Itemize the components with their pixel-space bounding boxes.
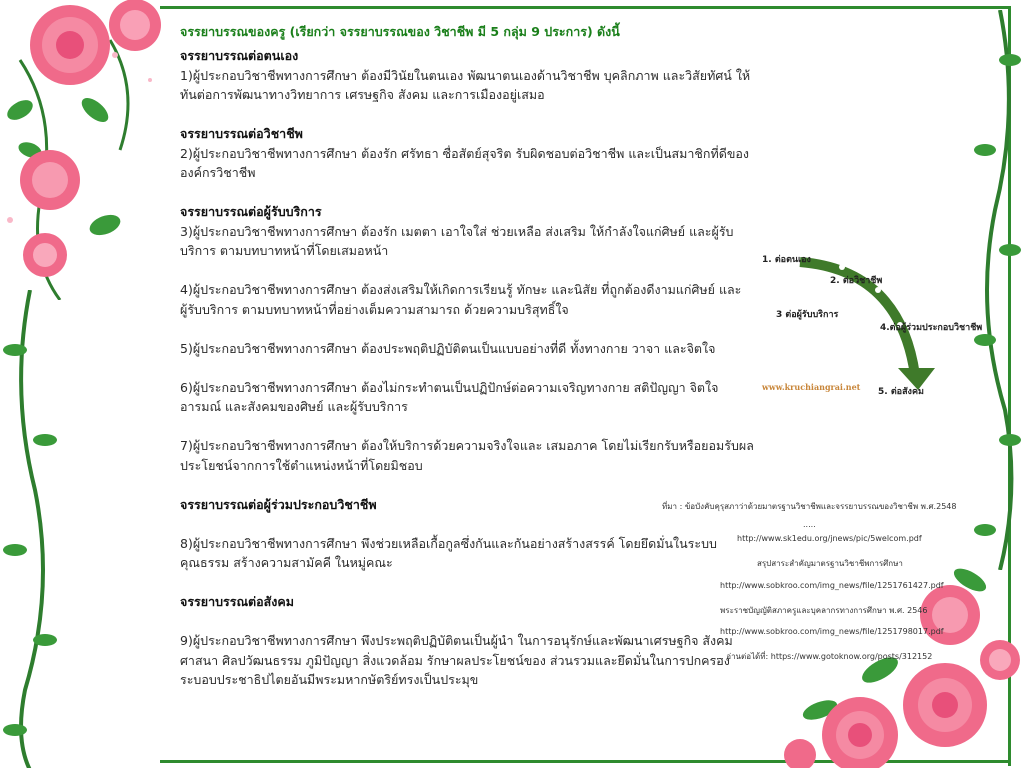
item-5: 5)ผู้ประกอบวิชาชีพทางการศึกษา ต้องประพฤติปฏิบัติตนเป็นแบบอย่างที่ดี ทั้งทางกาย วาจา และจิตใจ — [180, 340, 716, 356]
source-2: ..... — [803, 520, 816, 529]
rose-cluster-top-left-icon — [0, 0, 170, 300]
section-heading-colleagues: จรรยาบรรณต่อผู้ร่วมประกอบวิชาชีพ — [180, 496, 377, 512]
slide-title: จรรยาบรรณของครู (เรียกว่า จรรยาบรรณของ วิชาชีพ มี 5 กลุ่ม 9 ประการ) ดังนี้ — [180, 24, 620, 39]
section-heading-society: จรรยาบรรณต่อสังคม — [180, 594, 295, 609]
frame-top-border — [160, 6, 1010, 9]
vine-left-icon — [0, 290, 60, 768]
diagram-label-1: 1. ต่อตนเอง — [762, 255, 811, 265]
content-body — [180, 46, 760, 690]
item-6: 6)ผู้ประกอบวิชาชีพทางการศึกษา ต้องไม่กระทำตนเป็นปฏิปักษ์ต่อความเจริญทางกาย สติปัญญา จิตใจ อารมณ์ และสังคมของศิษย์ และผู้รับบริการ — [180, 379, 719, 414]
source-link-3[interactable]: http://www.sobkroo.com/img_news/file/1251798017.pdf — [720, 627, 944, 636]
diagram-label-4: 4.ต่อผู้ร่วมประกอบวิชาชีพ — [880, 323, 983, 333]
section-heading-self: จรรยาบรรณต่อตนเอง — [180, 48, 299, 63]
section-heading-service-recipients: จรรยาบรรณต่อผู้รับบริการ — [180, 204, 322, 219]
item-3: 3)ผู้ประกอบวิชาชีพทางการศึกษา ต้องรัก เมตตา เอาใจใส่ ช่วยเหลือ ส่งเสริม ให้กำลังใจแก่ศิษย์ และผู้รับบริการ ตามบทบาทหน้าที่โดยเสมอหน้า — [180, 223, 734, 258]
diagram-label-2: 2. ต่อวิชาชีพ — [830, 276, 883, 286]
section-heading-profession: จรรยาบรรณต่อวิชาชีพ — [180, 126, 303, 141]
item-8: 8)ผู้ประกอบวิชาชีพทางการศึกษา พึงช่วยเหลือเกื้อกูลซึ่งกันและกันอย่างสร้างสรรค์ โดยยึดมั่นในระบบคุณธรรม สร้างความสามัคคี ในหมู่คณะ — [180, 535, 717, 570]
item-2: 2)ผู้ประกอบวิชาชีพทางการศึกษา ต้องรัก ศรัทธา ซื่อสัตย์สุจริต รับผิดชอบต่อวิชาชีพ และเป็นสมาชิกที่ดีขององค์กรวิชาชีพ — [180, 145, 749, 180]
source-1: ที่มา : ข้อบังคับคุรุสภาว่าด้วยมาตรฐานวิชาชีพและจรรยาบรรณของวิชาชีพ พ.ศ.2548 — [662, 502, 957, 511]
five-groups-diagram — [760, 240, 1024, 410]
diagram-watermark: www.kruchiangrai.net — [762, 382, 861, 392]
item-7: 7)ผู้ประกอบวิชาชีพทางการศึกษา ต้องให้บริการด้วยความจริงใจและ เสมอภาค โดยไม่เรียกรับหรือยอมรับผลประโยชน์จากการใช้ตำแหน่งหน้าที่โดยมิชอบ — [180, 438, 754, 473]
source-4: พระราชบัญญัติสภาครูและบุคลากรทางการศึกษา พ.ศ. 2546 — [720, 606, 928, 615]
item-4: 4)ผู้ประกอบวิชาชีพทางการศึกษา ต้องส่งเสริมให้เกิดการเรียนรู้ ทักษะ และนิสัย ที่ถูกต้องดีงามแก่ศิษย์ และผู้รับบริการ ตามบทบาทหน้าที่อย่างเต็มความสามารถ ด้วยความบริสุทธิ์ใจ — [180, 282, 742, 317]
item-1: 1)ผู้ประกอบวิชาชีพทางการศึกษา ต้องมีวินัยในตนเอง พัฒนาตนเองด้านวิชาชีพ บุคลิกภาพ และวิสัยทัศน์ ให้ทันต่อการพัฒนาทางวิทยาการ เศรษฐกิจ สังคม และการเมืองอยู่เสมอ — [180, 67, 751, 102]
source-3: สรุปสาระสำคัญมาตรฐานวิชาชีพการศึกษา — [757, 559, 903, 568]
source-link-1[interactable]: http://www.sk1edu.org/jnews/pic/5welcom.pdf — [737, 534, 922, 543]
source-link-2[interactable]: http://www.sobkroo.com/img_news/file/1251761427.pdf — [720, 581, 944, 590]
diagram-label-5: 5. ต่อสังคม — [878, 387, 924, 397]
item-9: 9)ผู้ประกอบวิชาชีพทางการศึกษา พึงประพฤติปฏิบัติตนเป็นผู้นำ ในการอนุรักษ์และพัฒนาเศรษฐกิจ สังคม ศาสนา ศิลปวัฒนธรรม ภูมิปัญญา สิ่งแวดล้อม รักษาผลประโยชน์ของ ส่วนรวมและยึดมั่นในการปกครองระบอบประชาธิปไตยอันมีพระมหากษัตริย์ทรงเป็นประมุข — [180, 633, 733, 687]
source-link-4[interactable]: ..... อ่านต่อได้ที่: https://www.gotoknow.org/posts/312152 — [711, 652, 933, 661]
diagram-label-3: 3 ต่อผู้รับบริการ — [776, 310, 839, 320]
